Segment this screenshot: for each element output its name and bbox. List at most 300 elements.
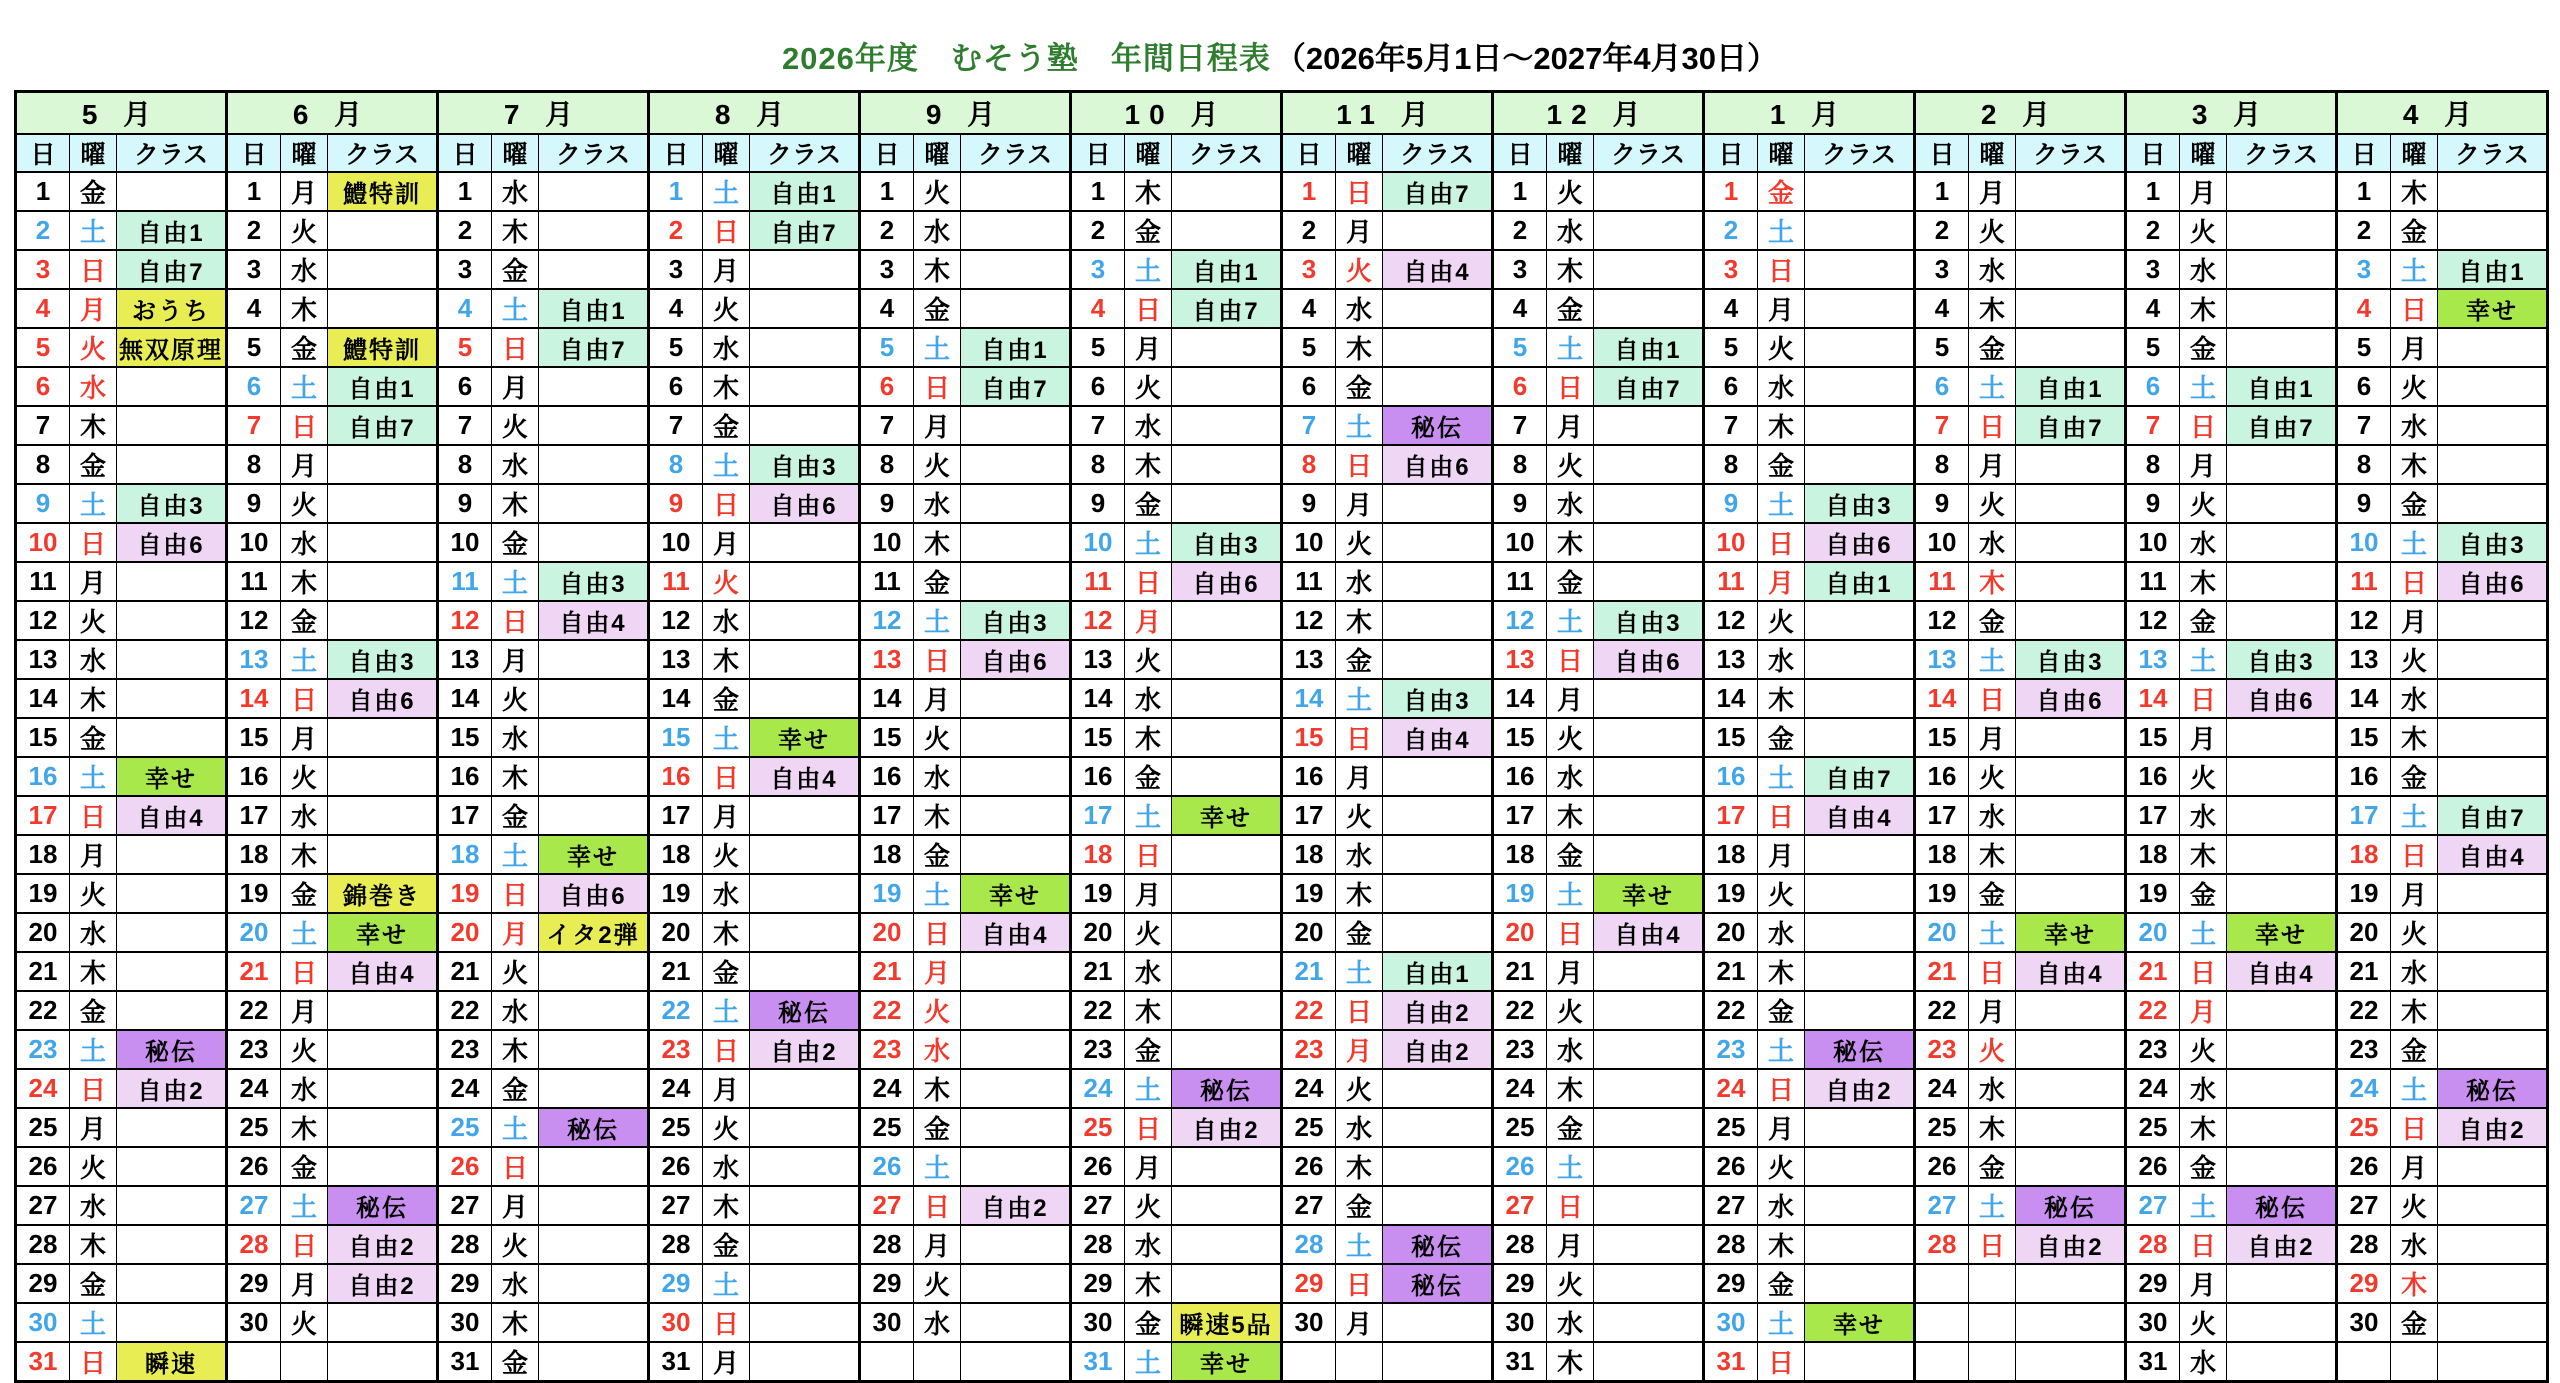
- day-cell: 11: [2337, 562, 2391, 601]
- day-cell: 29: [438, 1264, 492, 1303]
- day-cell: 15: [16, 718, 70, 757]
- table-row: [16, 1030, 2548, 1069]
- class-cell: イタ2弾: [539, 913, 649, 952]
- class-cell: [1383, 211, 1493, 250]
- day-cell: 2: [16, 211, 70, 250]
- weekday-cell: 日: [1758, 1069, 1805, 1108]
- weekday-cell: 金: [914, 1108, 961, 1147]
- weekday-cell: 木: [2180, 835, 2227, 874]
- weekday-cell: 日: [1125, 562, 1172, 601]
- class-cell: [961, 757, 1071, 796]
- class-cell: 自由1: [2016, 367, 2126, 406]
- weekday-cell: 金: [492, 1069, 539, 1108]
- weekday-cell: 金: [1758, 172, 1805, 211]
- class-cell: [2016, 484, 2126, 523]
- weekday-cell: 日: [703, 484, 750, 523]
- day-cell: 1: [438, 172, 492, 211]
- day-cell: 9: [438, 484, 492, 523]
- weekday-cell: 木: [1969, 835, 2016, 874]
- weekday-cell: 木: [703, 640, 750, 679]
- class-cell: [1594, 289, 1704, 328]
- weekday-cell: 土: [2180, 913, 2227, 952]
- day-cell: 31: [649, 1342, 703, 1382]
- class-cell: [961, 679, 1071, 718]
- class-cell: 自由7: [1594, 367, 1704, 406]
- weekday-cell: 火: [1547, 1264, 1594, 1303]
- day-cell: 5: [227, 328, 281, 367]
- class-cell: [539, 484, 649, 523]
- weekday-cell: 火: [914, 445, 961, 484]
- class-cell: 自由6: [1383, 445, 1493, 484]
- day-cell: 17: [16, 796, 70, 835]
- class-cell: 自由6: [750, 484, 860, 523]
- weekday-cell: 木: [1547, 250, 1594, 289]
- day-cell: 28: [2337, 1225, 2391, 1264]
- class-cell: 自由2: [328, 1225, 438, 1264]
- day-cell: 17: [438, 796, 492, 835]
- weekday-cell: [914, 1342, 961, 1382]
- weekday-cell: 月: [1336, 1030, 1383, 1069]
- weekday-cell: 月: [703, 1342, 750, 1382]
- month-header: 4 月: [2337, 92, 2548, 135]
- day-cell: 18: [16, 835, 70, 874]
- day-cell: 24: [227, 1069, 281, 1108]
- col-header-class: クラス: [117, 134, 227, 172]
- col-header-weekday: 曜: [1125, 134, 1172, 172]
- day-cell: 7: [227, 406, 281, 445]
- weekday-cell: 水: [492, 445, 539, 484]
- day-cell: 25: [1071, 1108, 1125, 1147]
- day-cell: 19: [1493, 874, 1547, 913]
- day-cell: 31: [1071, 1342, 1125, 1382]
- weekday-cell: 木: [2180, 1108, 2227, 1147]
- weekday-cell: 火: [281, 1303, 328, 1342]
- day-cell: 27: [1493, 1186, 1547, 1225]
- annual-schedule-table: [14, 90, 2549, 1383]
- weekday-cell: 水: [70, 367, 117, 406]
- weekday-cell: 木: [2391, 991, 2438, 1030]
- day-cell: 14: [227, 679, 281, 718]
- day-cell: 13: [1915, 640, 1969, 679]
- class-cell: [1805, 913, 1915, 952]
- weekday-cell: 日: [70, 796, 117, 835]
- day-cell: 10: [438, 523, 492, 562]
- day-cell: 27: [16, 1186, 70, 1225]
- weekday-cell: 日: [2391, 1108, 2438, 1147]
- day-cell: 1: [1493, 172, 1547, 211]
- day-cell: 25: [649, 1108, 703, 1147]
- class-cell: [1805, 406, 1915, 445]
- weekday-cell: 月: [70, 835, 117, 874]
- day-cell: 2: [1704, 211, 1758, 250]
- weekday-cell: 日: [1125, 835, 1172, 874]
- class-cell: [2438, 328, 2548, 367]
- day-cell: 5: [2126, 328, 2180, 367]
- class-cell: [539, 1225, 649, 1264]
- day-cell: 2: [2126, 211, 2180, 250]
- day-cell: 21: [1071, 952, 1125, 991]
- table-row: [16, 1342, 2548, 1382]
- day-cell: 26: [2126, 1147, 2180, 1186]
- day-cell: 18: [1704, 835, 1758, 874]
- class-cell: [1383, 523, 1493, 562]
- class-cell: [117, 172, 227, 211]
- class-cell: [750, 1303, 860, 1342]
- day-cell: 11: [2126, 562, 2180, 601]
- weekday-cell: [2391, 1342, 2438, 1382]
- col-header-class: クラス: [961, 134, 1071, 172]
- class-cell: [1805, 1264, 1915, 1303]
- class-cell: [328, 1147, 438, 1186]
- class-cell: 自由6: [1805, 523, 1915, 562]
- day-cell: 12: [860, 601, 914, 640]
- class-cell: [2016, 211, 2126, 250]
- weekday-cell: 火: [1336, 1069, 1383, 1108]
- day-cell: 4: [2337, 289, 2391, 328]
- class-cell: [1594, 1030, 1704, 1069]
- day-cell: 2: [1493, 211, 1547, 250]
- day-cell: 19: [1282, 874, 1336, 913]
- day-cell: 25: [1915, 1108, 1969, 1147]
- day-cell: 27: [1704, 1186, 1758, 1225]
- weekday-cell: 木: [492, 757, 539, 796]
- table-row: [16, 913, 2548, 952]
- day-cell: 22: [860, 991, 914, 1030]
- col-header-class: クラス: [1172, 134, 1282, 172]
- day-cell: 13: [649, 640, 703, 679]
- class-cell: [1805, 250, 1915, 289]
- class-cell: 自由6: [1172, 562, 1282, 601]
- day-cell: 22: [649, 991, 703, 1030]
- day-cell: 24: [1493, 1069, 1547, 1108]
- day-cell: 22: [1493, 991, 1547, 1030]
- weekday-cell: 水: [281, 523, 328, 562]
- class-cell: [2016, 835, 2126, 874]
- day-cell: 4: [1493, 289, 1547, 328]
- class-cell: [2438, 445, 2548, 484]
- day-cell: 9: [649, 484, 703, 523]
- day-cell: 3: [438, 250, 492, 289]
- weekday-cell: 火: [1969, 211, 2016, 250]
- class-cell: 自由7: [750, 211, 860, 250]
- class-cell: [2438, 757, 2548, 796]
- day-cell: 10: [1071, 523, 1125, 562]
- class-cell: [1172, 211, 1282, 250]
- day-cell: 19: [1071, 874, 1125, 913]
- day-cell: 1: [649, 172, 703, 211]
- class-cell: [961, 1264, 1071, 1303]
- day-cell: 18: [649, 835, 703, 874]
- class-cell: [961, 1147, 1071, 1186]
- col-header-class: クラス: [328, 134, 438, 172]
- weekday-cell: 土: [1336, 1225, 1383, 1264]
- weekday-cell: 水: [914, 1030, 961, 1069]
- class-cell: [117, 562, 227, 601]
- day-cell: 31: [1704, 1342, 1758, 1382]
- month-header: 9 月: [860, 92, 1071, 135]
- class-cell: [1383, 601, 1493, 640]
- day-cell: 12: [1915, 601, 1969, 640]
- day-cell: 30: [2337, 1303, 2391, 1342]
- class-cell: 自由6: [2227, 679, 2337, 718]
- class-cell: 自由4: [750, 757, 860, 796]
- weekday-cell: 金: [1547, 562, 1594, 601]
- weekday-cell: 水: [1336, 289, 1383, 328]
- weekday-cell: 金: [2391, 484, 2438, 523]
- weekday-cell: 日: [1969, 679, 2016, 718]
- day-cell: 26: [227, 1147, 281, 1186]
- month-header: 5 月: [16, 92, 227, 135]
- class-cell: [1805, 1108, 1915, 1147]
- class-cell: [2227, 523, 2337, 562]
- weekday-cell: 月: [492, 367, 539, 406]
- day-cell: 25: [1282, 1108, 1336, 1147]
- class-cell: [117, 406, 227, 445]
- class-cell: [2227, 1303, 2337, 1342]
- class-cell: [2438, 1264, 2548, 1303]
- class-cell: [2227, 1264, 2337, 1303]
- weekday-cell: 木: [281, 289, 328, 328]
- weekday-cell: 土: [70, 484, 117, 523]
- weekday-cell: 水: [1125, 679, 1172, 718]
- class-cell: [750, 562, 860, 601]
- class-cell: [750, 601, 860, 640]
- class-cell: 自由7: [539, 328, 649, 367]
- class-cell: [1172, 328, 1282, 367]
- weekday-cell: 日: [914, 640, 961, 679]
- day-cell: 6: [16, 367, 70, 406]
- day-cell: 25: [438, 1108, 492, 1147]
- day-cell: 9: [1071, 484, 1125, 523]
- day-cell: 18: [1282, 835, 1336, 874]
- class-cell: [2438, 874, 2548, 913]
- weekday-cell: 金: [1969, 1147, 2016, 1186]
- day-cell: 21: [1704, 952, 1758, 991]
- class-cell: [1172, 484, 1282, 523]
- class-cell: [117, 601, 227, 640]
- weekday-cell: 水: [492, 718, 539, 757]
- day-cell: 14: [438, 679, 492, 718]
- weekday-cell: 火: [281, 1030, 328, 1069]
- weekday-cell: 日: [281, 406, 328, 445]
- class-cell: [2016, 523, 2126, 562]
- day-cell: 2: [1915, 211, 1969, 250]
- weekday-cell: 火: [2391, 367, 2438, 406]
- weekday-cell: 金: [914, 835, 961, 874]
- class-cell: [1383, 289, 1493, 328]
- day-cell: 19: [649, 874, 703, 913]
- class-cell: 自由7: [117, 250, 227, 289]
- col-header-class: クラス: [2438, 134, 2548, 172]
- weekday-cell: 水: [1969, 796, 2016, 835]
- weekday-cell: 月: [281, 445, 328, 484]
- class-cell: [2227, 1147, 2337, 1186]
- col-header-class: クラス: [2227, 134, 2337, 172]
- day-cell: [1915, 1342, 1969, 1382]
- weekday-cell: 金: [1336, 640, 1383, 679]
- day-cell: 16: [16, 757, 70, 796]
- class-cell: [539, 952, 649, 991]
- weekday-cell: 月: [1547, 952, 1594, 991]
- weekday-cell: 月: [1758, 289, 1805, 328]
- class-cell: [2016, 328, 2126, 367]
- col-header-class: クラス: [1383, 134, 1493, 172]
- day-cell: 3: [1704, 250, 1758, 289]
- weekday-cell: 火: [1758, 1147, 1805, 1186]
- day-cell: 16: [1915, 757, 1969, 796]
- weekday-cell: 土: [1547, 874, 1594, 913]
- class-cell: 幸せ: [1805, 1303, 1915, 1342]
- day-cell: 26: [16, 1147, 70, 1186]
- weekday-cell: 金: [2180, 328, 2227, 367]
- weekday-cell: 日: [1336, 1264, 1383, 1303]
- weekday-cell: 木: [1336, 328, 1383, 367]
- col-header-weekday: 曜: [914, 134, 961, 172]
- class-cell: [2227, 757, 2337, 796]
- weekday-cell: 日: [1336, 991, 1383, 1030]
- weekday-cell: 土: [2391, 1069, 2438, 1108]
- day-cell: 6: [649, 367, 703, 406]
- class-cell: [539, 1186, 649, 1225]
- weekday-cell: 火: [914, 1264, 961, 1303]
- class-cell: [961, 952, 1071, 991]
- day-cell: 13: [227, 640, 281, 679]
- class-cell: [539, 172, 649, 211]
- class-cell: 鱧特訓: [328, 328, 438, 367]
- weekday-cell: 月: [70, 562, 117, 601]
- class-cell: 幸せ: [2227, 913, 2337, 952]
- weekday-cell: 月: [281, 1264, 328, 1303]
- day-cell: 6: [1282, 367, 1336, 406]
- weekday-cell: 木: [70, 1225, 117, 1264]
- day-cell: 28: [649, 1225, 703, 1264]
- class-cell: [2016, 796, 2126, 835]
- day-cell: 20: [1915, 913, 1969, 952]
- weekday-cell: 水: [2180, 796, 2227, 835]
- class-cell: [117, 1264, 227, 1303]
- weekday-cell: 日: [281, 679, 328, 718]
- weekday-cell: 月: [1336, 484, 1383, 523]
- weekday-cell: 月: [703, 250, 750, 289]
- weekday-cell: 月: [1969, 718, 2016, 757]
- day-cell: 29: [1282, 1264, 1336, 1303]
- class-cell: [1594, 484, 1704, 523]
- weekday-cell: 日: [1758, 1342, 1805, 1382]
- day-cell: 23: [2337, 1030, 2391, 1069]
- table-row: [16, 172, 2548, 211]
- class-cell: [117, 679, 227, 718]
- weekday-cell: 金: [70, 1264, 117, 1303]
- class-cell: [961, 211, 1071, 250]
- class-cell: [2016, 757, 2126, 796]
- day-cell: 6: [1493, 367, 1547, 406]
- class-cell: [961, 523, 1071, 562]
- class-cell: 自由2: [1805, 1069, 1915, 1108]
- class-cell: [539, 367, 649, 406]
- class-cell: [1805, 718, 1915, 757]
- class-cell: [1805, 952, 1915, 991]
- day-cell: 16: [860, 757, 914, 796]
- day-cell: 12: [1282, 601, 1336, 640]
- class-cell: [2227, 289, 2337, 328]
- class-cell: 自由6: [1594, 640, 1704, 679]
- day-cell: 8: [1071, 445, 1125, 484]
- weekday-cell: [1336, 1342, 1383, 1382]
- day-cell: 1: [227, 172, 281, 211]
- class-cell: 自由2: [1383, 991, 1493, 1030]
- weekday-cell: 日: [2180, 406, 2227, 445]
- class-cell: [1172, 952, 1282, 991]
- class-cell: [539, 445, 649, 484]
- class-cell: [2227, 991, 2337, 1030]
- class-cell: [750, 913, 860, 952]
- weekday-cell: 金: [1758, 718, 1805, 757]
- weekday-cell: 木: [2391, 718, 2438, 757]
- weekday-cell: 日: [1969, 406, 2016, 445]
- day-cell: 13: [1704, 640, 1758, 679]
- weekday-cell: 水: [1336, 562, 1383, 601]
- day-cell: 21: [1915, 952, 1969, 991]
- weekday-cell: 土: [2180, 367, 2227, 406]
- class-cell: [2016, 1342, 2126, 1382]
- day-cell: 2: [649, 211, 703, 250]
- day-cell: 21: [860, 952, 914, 991]
- day-cell: 11: [16, 562, 70, 601]
- day-cell: 14: [860, 679, 914, 718]
- weekday-cell: 月: [1336, 757, 1383, 796]
- class-cell: [1594, 1342, 1704, 1382]
- class-cell: [1172, 172, 1282, 211]
- weekday-cell: 金: [492, 523, 539, 562]
- day-cell: 19: [860, 874, 914, 913]
- day-cell: 8: [1704, 445, 1758, 484]
- day-cell: 9: [2337, 484, 2391, 523]
- day-cell: 7: [1704, 406, 1758, 445]
- annual-calendar: [0, 90, 2560, 1383]
- class-cell: 自由2: [2438, 1108, 2548, 1147]
- day-cell: 14: [1282, 679, 1336, 718]
- day-cell: 8: [1493, 445, 1547, 484]
- class-cell: [328, 796, 438, 835]
- class-cell: [2438, 1225, 2548, 1264]
- class-cell: 自由7: [2227, 406, 2337, 445]
- day-cell: 17: [1915, 796, 1969, 835]
- day-cell: 25: [2337, 1108, 2391, 1147]
- col-header-weekday: 曜: [1336, 134, 1383, 172]
- weekday-cell: 水: [492, 1264, 539, 1303]
- class-cell: 自由3: [961, 601, 1071, 640]
- day-cell: 23: [860, 1030, 914, 1069]
- weekday-cell: 木: [1336, 1147, 1383, 1186]
- weekday-cell: 木: [492, 484, 539, 523]
- day-cell: 25: [16, 1108, 70, 1147]
- weekday-cell: 木: [281, 562, 328, 601]
- weekday-cell: 金: [1125, 1303, 1172, 1342]
- day-cell: 28: [1704, 1225, 1758, 1264]
- day-cell: 12: [16, 601, 70, 640]
- day-cell: 21: [1282, 952, 1336, 991]
- weekday-cell: 金: [1969, 601, 2016, 640]
- class-cell: [2227, 601, 2337, 640]
- day-cell: 17: [649, 796, 703, 835]
- class-cell: [328, 718, 438, 757]
- day-cell: 8: [16, 445, 70, 484]
- day-cell: 15: [227, 718, 281, 757]
- class-cell: [1594, 757, 1704, 796]
- weekday-cell: 土: [70, 757, 117, 796]
- class-cell: [2016, 1108, 2126, 1147]
- class-cell: [1172, 718, 1282, 757]
